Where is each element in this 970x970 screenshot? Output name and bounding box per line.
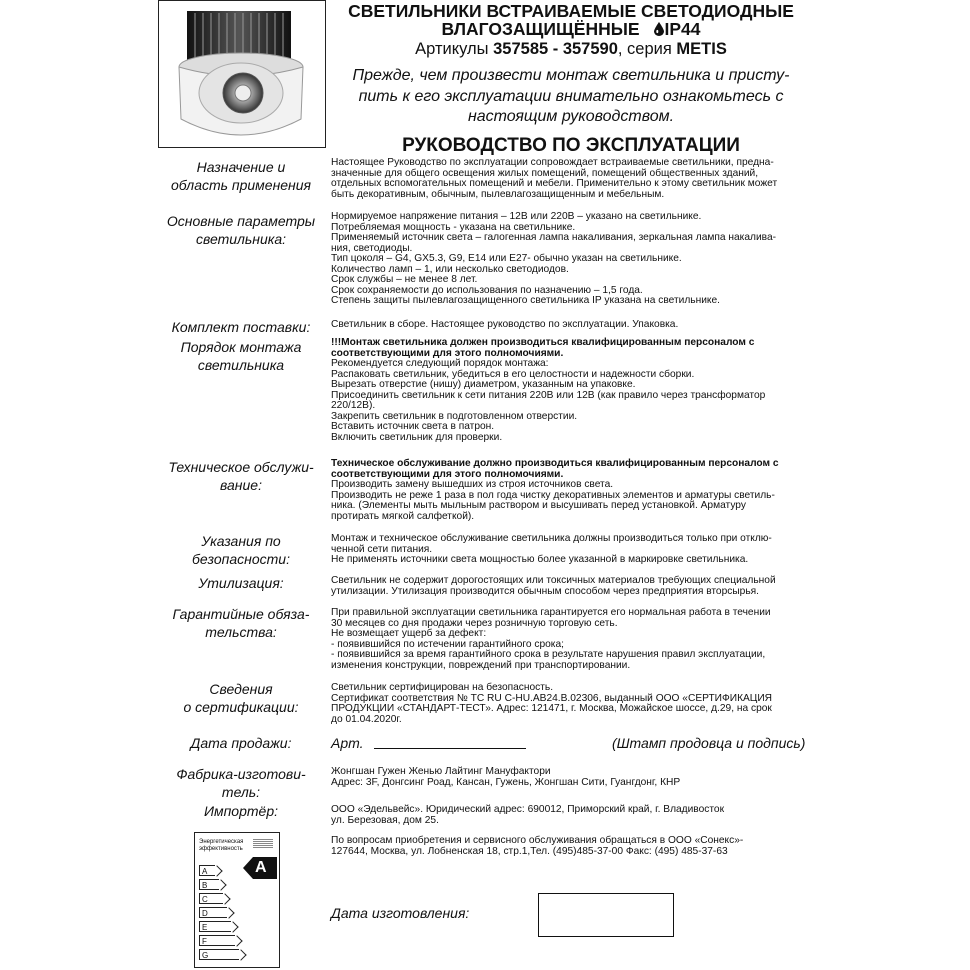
energy-class-a: A bbox=[199, 865, 215, 876]
title-line-1: СВЕТИЛЬНИКИ ВСТРАИВАЕМЫЕ СВЕТОДИОДНЫЕ bbox=[348, 1, 794, 21]
params-text: Нормируемое напряжение питания – 12В или 220В – указано на светильнике. Потребляемая мощность - указана на светильнике. Применяемый источник света – галогенная лампа накаливания, зеркальная лампа накалива- ния, светодиоды. Тип цоколя – G4, GX5.3, G9, E14 или E27- обычно указан на светильнике. Количество ламп – 1, или несколько светодиодов. Срок службы – не менее 8 лет. Срок сохраняемости до использования по назначению – 1,5 года. Степень защиты пылевлагозащищенного светильника IP указана на светильнике. bbox=[331, 211, 777, 306]
product-photo bbox=[158, 0, 326, 148]
articles-range: 357585 - 357590 bbox=[493, 40, 618, 58]
safety-label: Указания по безопасности: bbox=[192, 533, 290, 567]
purpose-text: Настоящее Руководство по эксплуатации сопровождает встраиваемые светильники, предна- значенные для общего освещения жилых помещений, помещений общественных зданий, отдельных вспомогательных помещений и мебели. Применительно к этому светильник может быть декоративным, обычным, пылевлагозащищенным и мебельным. bbox=[331, 157, 778, 200]
energy-header-bars bbox=[253, 839, 273, 848]
contacts-text: По вопросам приобретения и сервисного обслуживания обращаться в ООО «Сонекс»- 127644, Москва, ул. Лобненская 18, стр.1,Тел. (495)485-37-00 Факс: (495) 485-37-63 bbox=[331, 835, 744, 857]
energy-class-d: D bbox=[199, 907, 227, 918]
sale-date-label: Дата продажи: bbox=[190, 735, 292, 751]
manufacture-date-label: Дата изготовления: bbox=[331, 905, 470, 921]
series-name: METIS bbox=[676, 40, 727, 58]
article-label: Арт. bbox=[331, 735, 364, 751]
factory-text: Жонгшан Гужен Женью Лайтинг Мануфактори Адрес: 3F, Донгсинг Роад, Кансан, Гужень, Жонгшан Сити, Гуангдонг, КНР bbox=[331, 766, 681, 788]
downlight-image bbox=[159, 1, 324, 146]
cert-label: Сведения о сертификации: bbox=[183, 681, 299, 715]
article-line[interactable] bbox=[374, 748, 526, 749]
intro-line-2: пить к его эксплуатации внимательно ознакомьтесь с bbox=[358, 88, 784, 105]
disposal-text: Светильник не содержит дорогостоящих или токсичных материалов требующих специальной утилизации. Утилизация производится обычным способом через предприятия вторсырья. bbox=[331, 575, 776, 597]
safety-text: Монтаж и техническое обслуживание светильника должны производиться только при отклю- ченной сети питания. Не применять источники света мощностью более указанной в маркировке светильника. bbox=[331, 533, 772, 565]
energy-class-c: C bbox=[199, 893, 223, 904]
energy-class-g: G bbox=[199, 949, 239, 960]
disposal-label: Утилизация: bbox=[198, 575, 284, 591]
energy-class-f: F bbox=[199, 935, 235, 946]
kit-label: Комплект поставки: bbox=[171, 319, 311, 335]
install-label: Порядок монтажа светильника bbox=[180, 339, 302, 373]
energy-title: Энергетическая эффективность bbox=[199, 839, 244, 852]
purpose-label: Назначение и область применения bbox=[170, 159, 312, 193]
params-label: Основные параметры светильника: bbox=[166, 213, 316, 247]
service-text: Техническое обслуживание должно производиться квалифицированным персоналом с соответствующими для этого полномочиями. Производить замену вышедших из строя источников света. Производить не реже 1 раза в пол года чистку декоративных элементов и арматуры светиль- ника. (Элементы мыть мыльным раствором и высушивать перед установкой. Арматуру протирать мягкой салфеткой). bbox=[331, 458, 779, 522]
intro-line-3: настоящим руководством. bbox=[467, 108, 675, 125]
warranty-text: При правильной эксплуатации светильника гарантируется его нормальная работа в течении 30 месяцев со дня продажи через розничную торговую сеть. Не возмещает ущерб за дефект: - появившийся по истечении гарантийного срока; - появившийся за время гарантийного срока в результате нарушения правил эксплуатации, изменения конструкции, повреждений при транспортировании. bbox=[331, 607, 771, 671]
articles-prefix: Артикулы bbox=[415, 40, 489, 58]
energy-efficiency-label bbox=[194, 832, 280, 968]
articles-line bbox=[336, 40, 806, 59]
kit-text: Светильник в сборе. Настоящее руководство по эксплуатации. Упаковка. bbox=[331, 319, 679, 330]
title-text: ВЛАГОЗАЩИЩЁННЫЕ bbox=[441, 19, 640, 39]
ip-rating: IP44 bbox=[664, 19, 701, 39]
series-prefix: , серия bbox=[617, 40, 672, 58]
manual-title: РУКОВОДСТВО ПО ЭКСПЛУАТАЦИИ bbox=[402, 135, 740, 156]
energy-rating-arrow bbox=[243, 857, 277, 879]
factory-label: Фабрика-изготови- тель: bbox=[176, 766, 306, 800]
energy-class-e: E bbox=[199, 921, 231, 932]
service-label: Техническое обслужи- вание: bbox=[168, 459, 314, 493]
cert-text: Светильник сертифицирован на безопасность. Сертификат соответствия № ТС RU C-HU.AB24.B.02306, выданный ООО «СЕРТИФИКАЦИЯ ПРОДУКЦИИ «СТАНДАРТ-ТЕСТ». Адрес: 121471, г. Москва, Можайское шоссе, д.29, на срок до 01.04.2020г. bbox=[331, 682, 773, 725]
importer-text: ООО «Эдельвейс». Юридический адрес: 690012, Приморский край, г. Владивосток ул. Березовая, дом 25. bbox=[331, 804, 725, 826]
stamp-label: (Штамп продовца и подпись) bbox=[612, 735, 806, 751]
title-line-2 bbox=[336, 20, 806, 38]
warranty-label: Гарантийные обяза- тельства: bbox=[172, 606, 310, 640]
energy-class-b: B bbox=[199, 879, 219, 890]
energy-rating: A bbox=[255, 859, 267, 876]
intro-line-1: Прежде, чем произвести монтаж светильника и присту- bbox=[352, 67, 790, 84]
install-text: !!!Монтаж светильника должен производиться квалифицированным персоналом с соответствующими для этого полномочиями. Рекомендуется следующий порядок монтажа: Распаковать светильник, убедиться в его целостности и надежности сборки. Вырезать отверстие (нишу) диаметром, указанным на упаковке. Присоединить светильник к сети питания 220В или 12В (как правило через трансформатор 220/12В). Закрепить светильник в подготовленном отверстии. Вставить источник света в патрон. Включить светильник для проверки. bbox=[331, 337, 766, 443]
importer-label: Импортёр: bbox=[203, 803, 278, 819]
manufacture-date-box[interactable] bbox=[538, 893, 674, 937]
water-drop-icon bbox=[654, 21, 664, 35]
